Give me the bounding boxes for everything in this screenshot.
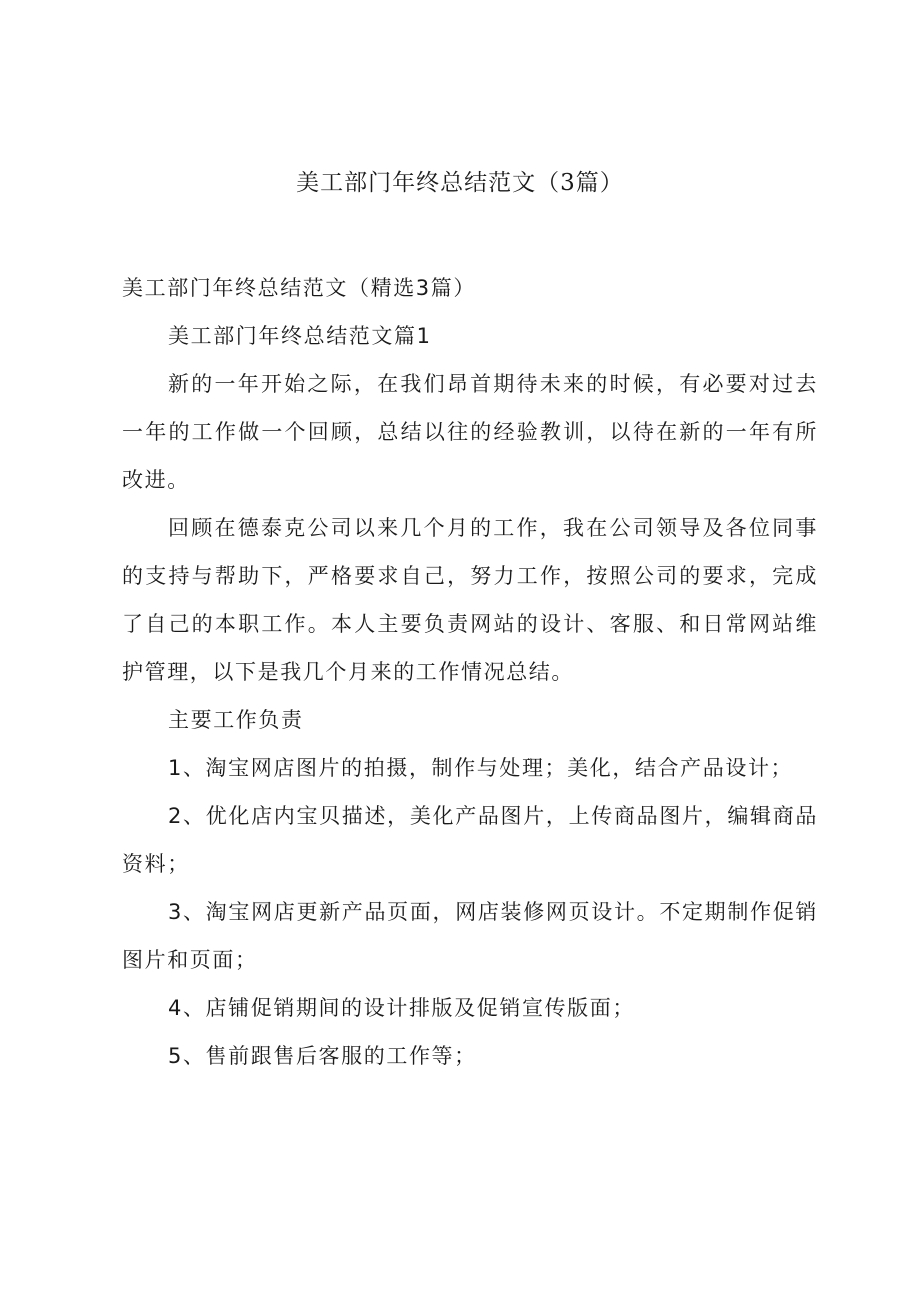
list-item-3: 3、淘宝网店更新产品页面，网店装修网页设计。不定期制作促销图片和页面；: [122, 900, 818, 972]
paragraph-review: 回顾在德泰克公司以来几个月的工作，我在公司领导及各位同事的支持与帮助下，严格要求自己，努力工作，按照公司的要求，完成了自己的本职工作。本人主要负责网站的设计、客服、和日常网站维护管理，以下是我几个月来的工作情况总结。: [122, 516, 818, 684]
paragraph-duties-heading: 主要工作负责: [168, 708, 304, 732]
paragraph-section-heading: 美工部门年终总结范文篇1: [168, 324, 432, 348]
document-title: 美工部门年终总结范文（3篇）: [296, 170, 624, 196]
document-body: [122, 264, 818, 1080]
list-item-1: 1、淘宝网店图片的拍摄，制作与处理；美化，结合产品设计；: [168, 756, 794, 780]
list-item-2: 2、优化店内宝贝描述，美化产品图片，上传商品图片，编辑商品资料；: [122, 804, 818, 876]
list-item-4: 4、店铺促销期间的设计排版及促销宣传版面；: [168, 996, 635, 1020]
paragraph-intro: 新的一年开始之际，在我们昂首期待未来的时候，有必要对过去一年的工作做一个回顾，总结以往的经验教训，以待在新的一年有所改进。: [122, 372, 818, 492]
paragraph-subtitle: 美工部门年终总结范文（精选3篇）: [122, 276, 476, 300]
list-item-5: 5、售前跟售后客服的工作等；: [168, 1044, 477, 1068]
